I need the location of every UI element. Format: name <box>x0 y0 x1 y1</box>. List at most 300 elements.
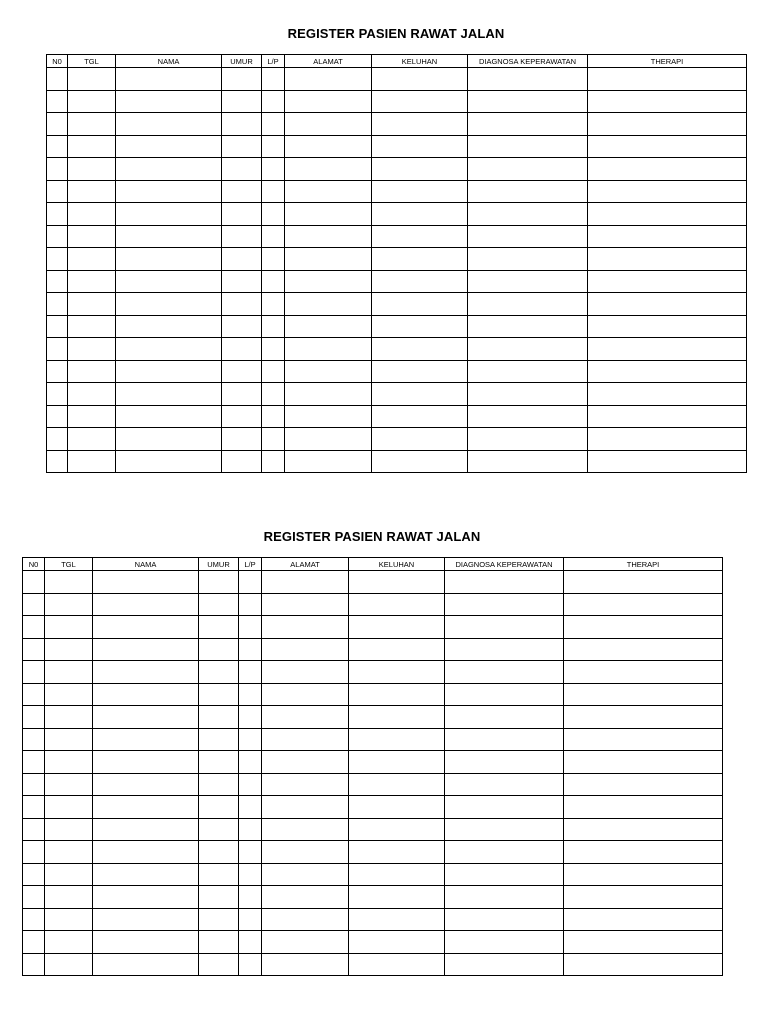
table-cell <box>199 863 239 886</box>
table-row <box>47 203 747 226</box>
table-cell <box>23 773 45 796</box>
table-cell <box>564 863 723 886</box>
table-cell <box>23 931 45 954</box>
table-cell <box>47 315 68 338</box>
table-cell <box>372 293 468 316</box>
table-row <box>23 706 723 729</box>
table-cell <box>68 293 116 316</box>
table-cell <box>588 270 747 293</box>
table-cell <box>468 383 588 406</box>
column-header-umur: UMUR <box>199 558 239 571</box>
table-cell <box>262 571 349 594</box>
table-cell <box>445 706 564 729</box>
table-cell <box>262 841 349 864</box>
table-cell <box>23 616 45 639</box>
table-cell <box>199 706 239 729</box>
table-cell <box>47 405 68 428</box>
table-cell <box>222 450 262 473</box>
table-cell <box>262 428 285 451</box>
table-row <box>47 450 747 473</box>
table-cell <box>349 683 445 706</box>
table-cell <box>349 706 445 729</box>
table-cell <box>262 863 349 886</box>
register-title: REGISTER PASIEN RAWAT JALAN <box>263 529 481 544</box>
table-row <box>23 931 723 954</box>
table-cell <box>239 571 262 594</box>
table-cell <box>93 818 199 841</box>
table-cell <box>222 248 262 271</box>
table-cell <box>239 818 262 841</box>
table-cell <box>199 751 239 774</box>
table-cell <box>262 90 285 113</box>
table-cell <box>68 203 116 226</box>
table-row <box>47 293 747 316</box>
table-row <box>47 158 747 181</box>
table-cell <box>588 315 747 338</box>
table-cell <box>262 751 349 774</box>
table-cell <box>222 158 262 181</box>
table-cell <box>199 931 239 954</box>
table-cell <box>45 796 93 819</box>
table-row <box>23 751 723 774</box>
table-row <box>23 616 723 639</box>
column-header-tgl: TGL <box>45 558 93 571</box>
table-cell <box>239 931 262 954</box>
table-cell <box>93 931 199 954</box>
table-cell <box>372 428 468 451</box>
table-cell <box>262 953 349 976</box>
table-cell <box>199 841 239 864</box>
table-row <box>23 638 723 661</box>
table-cell <box>445 931 564 954</box>
table-cell <box>222 68 262 91</box>
table-cell <box>239 773 262 796</box>
table-cell <box>93 908 199 931</box>
table-cell <box>45 661 93 684</box>
table-cell <box>445 841 564 864</box>
table-cell <box>468 270 588 293</box>
table-cell <box>285 203 372 226</box>
table-cell <box>68 360 116 383</box>
table-cell <box>116 338 222 361</box>
table-cell <box>262 616 349 639</box>
table-cell <box>262 135 285 158</box>
table-cell <box>445 728 564 751</box>
table-cell <box>588 293 747 316</box>
table-cell <box>239 863 262 886</box>
table-row <box>47 360 747 383</box>
table-cell <box>47 428 68 451</box>
table-cell <box>564 638 723 661</box>
table-cell <box>116 135 222 158</box>
register-table <box>22 557 723 976</box>
table-cell <box>262 773 349 796</box>
table-row <box>47 113 747 136</box>
column-header-diagnosa: DIAGNOSA KEPERAWATAN <box>468 55 588 68</box>
table-cell <box>372 90 468 113</box>
table-cell <box>93 728 199 751</box>
table-cell <box>68 315 116 338</box>
table-cell <box>116 68 222 91</box>
table-cell <box>564 931 723 954</box>
table-cell <box>349 908 445 931</box>
table-cell <box>45 886 93 909</box>
column-header-lp: L/P <box>262 55 285 68</box>
table-cell <box>262 638 349 661</box>
table-cell <box>68 270 116 293</box>
table-cell <box>239 616 262 639</box>
table-cell <box>116 248 222 271</box>
table-cell <box>445 751 564 774</box>
table-cell <box>68 428 116 451</box>
table-cell <box>349 886 445 909</box>
table-cell <box>239 683 262 706</box>
table-cell <box>239 638 262 661</box>
table-cell <box>199 773 239 796</box>
table-cell <box>262 315 285 338</box>
table-cell <box>588 68 747 91</box>
table-cell <box>349 931 445 954</box>
table-cell <box>93 841 199 864</box>
table-cell <box>199 796 239 819</box>
table-cell <box>93 571 199 594</box>
table-cell <box>445 616 564 639</box>
table-row <box>23 683 723 706</box>
header-row <box>23 558 723 571</box>
table-cell <box>47 68 68 91</box>
table-cell <box>349 818 445 841</box>
table-cell <box>564 616 723 639</box>
table-cell <box>93 751 199 774</box>
table-cell <box>564 773 723 796</box>
table-cell <box>285 248 372 271</box>
table-cell <box>116 383 222 406</box>
table-cell <box>222 405 262 428</box>
table-cell <box>47 158 68 181</box>
table-cell <box>262 270 285 293</box>
table-cell <box>262 683 349 706</box>
table-cell <box>23 728 45 751</box>
table-cell <box>468 90 588 113</box>
table-cell <box>372 180 468 203</box>
table-cell <box>445 773 564 796</box>
table-cell <box>222 180 262 203</box>
table-cell <box>349 751 445 774</box>
table-cell <box>116 450 222 473</box>
table-cell <box>45 638 93 661</box>
table-cell <box>45 818 93 841</box>
register-table <box>46 54 747 473</box>
table-cell <box>445 908 564 931</box>
table-cell <box>199 616 239 639</box>
table-cell <box>285 360 372 383</box>
table-cell <box>262 450 285 473</box>
table-cell <box>47 383 68 406</box>
table-cell <box>239 706 262 729</box>
column-header-no: N0 <box>47 55 68 68</box>
table-cell <box>47 270 68 293</box>
table-cell <box>349 796 445 819</box>
table-cell <box>93 593 199 616</box>
table-cell <box>588 248 747 271</box>
table-cell <box>262 405 285 428</box>
table-cell <box>468 68 588 91</box>
table-cell <box>564 841 723 864</box>
table-cell <box>372 158 468 181</box>
table-row <box>23 796 723 819</box>
table-cell <box>47 113 68 136</box>
table-cell <box>564 908 723 931</box>
table-cell <box>239 796 262 819</box>
table-cell <box>262 248 285 271</box>
table-row <box>23 841 723 864</box>
table-cell <box>199 953 239 976</box>
table-row <box>47 180 747 203</box>
table-cell <box>222 315 262 338</box>
table-row <box>23 886 723 909</box>
table-cell <box>199 638 239 661</box>
table-cell <box>468 315 588 338</box>
table-cell <box>47 293 68 316</box>
table-cell <box>372 68 468 91</box>
table-cell <box>47 360 68 383</box>
table-cell <box>468 293 588 316</box>
table-cell <box>93 706 199 729</box>
table-cell <box>262 908 349 931</box>
table-row <box>47 405 747 428</box>
table-cell <box>285 135 372 158</box>
table-cell <box>116 405 222 428</box>
table-cell <box>285 180 372 203</box>
table-cell <box>47 135 68 158</box>
table-row <box>47 383 747 406</box>
table-cell <box>93 773 199 796</box>
table-row <box>47 338 747 361</box>
table-cell <box>588 383 747 406</box>
table-cell <box>262 225 285 248</box>
table-cell <box>468 225 588 248</box>
table-cell <box>262 818 349 841</box>
table-cell <box>468 248 588 271</box>
table-row <box>47 225 747 248</box>
table-cell <box>239 953 262 976</box>
table-cell <box>23 886 45 909</box>
table-cell <box>222 383 262 406</box>
table-cell <box>262 931 349 954</box>
table-cell <box>47 203 68 226</box>
table-cell <box>445 886 564 909</box>
column-header-nama: NAMA <box>93 558 199 571</box>
table-cell <box>588 203 747 226</box>
table-cell <box>116 225 222 248</box>
column-header-alamat: ALAMAT <box>285 55 372 68</box>
table-cell <box>564 818 723 841</box>
table-cell <box>23 751 45 774</box>
table-row <box>47 428 747 451</box>
table-row <box>23 661 723 684</box>
table-cell <box>68 338 116 361</box>
table-cell <box>445 638 564 661</box>
table-cell <box>116 315 222 338</box>
table-cell <box>262 728 349 751</box>
table-cell <box>285 450 372 473</box>
table-cell <box>45 751 93 774</box>
table-cell <box>222 338 262 361</box>
table-cell <box>68 405 116 428</box>
table-cell <box>47 90 68 113</box>
table-cell <box>239 841 262 864</box>
table-cell <box>372 383 468 406</box>
table-cell <box>588 405 747 428</box>
table-cell <box>349 593 445 616</box>
table-cell <box>45 773 93 796</box>
table-cell <box>45 908 93 931</box>
table-cell <box>23 661 45 684</box>
table-row <box>47 135 747 158</box>
table-cell <box>68 68 116 91</box>
column-header-no: N0 <box>23 558 45 571</box>
column-header-nama: NAMA <box>116 55 222 68</box>
table-cell <box>93 638 199 661</box>
table-cell <box>23 841 45 864</box>
table-cell <box>564 751 723 774</box>
table-cell <box>45 953 93 976</box>
table-cell <box>239 593 262 616</box>
table-cell <box>93 953 199 976</box>
table-cell <box>349 953 445 976</box>
table-cell <box>445 796 564 819</box>
table-cell <box>372 338 468 361</box>
table-cell <box>262 158 285 181</box>
table-cell <box>116 158 222 181</box>
table-cell <box>262 338 285 361</box>
table-cell <box>564 796 723 819</box>
table-cell <box>262 796 349 819</box>
table-cell <box>445 818 564 841</box>
table-cell <box>116 270 222 293</box>
table-cell <box>588 428 747 451</box>
column-header-keluhan: KELUHAN <box>349 558 445 571</box>
table-cell <box>47 248 68 271</box>
table-cell <box>588 90 747 113</box>
table-cell <box>285 383 372 406</box>
table-cell <box>349 571 445 594</box>
table-row <box>23 953 723 976</box>
table-row <box>47 315 747 338</box>
table-cell <box>349 638 445 661</box>
table-cell <box>68 90 116 113</box>
table-cell <box>445 661 564 684</box>
table-row <box>23 728 723 751</box>
table-cell <box>564 706 723 729</box>
table-cell <box>68 383 116 406</box>
table-row <box>23 908 723 931</box>
table-cell <box>349 841 445 864</box>
table-cell <box>262 360 285 383</box>
table-cell <box>262 180 285 203</box>
table-row <box>23 571 723 594</box>
table-cell <box>445 683 564 706</box>
table-cell <box>47 450 68 473</box>
table-cell <box>262 203 285 226</box>
table-cell <box>262 113 285 136</box>
table-cell <box>23 683 45 706</box>
table-cell <box>372 405 468 428</box>
table-cell <box>588 225 747 248</box>
table-cell <box>23 818 45 841</box>
table-cell <box>222 428 262 451</box>
table-cell <box>222 360 262 383</box>
table-cell <box>116 180 222 203</box>
table-cell <box>564 661 723 684</box>
table-row <box>47 90 747 113</box>
table-cell <box>262 293 285 316</box>
table-row <box>23 818 723 841</box>
table-row <box>23 863 723 886</box>
table-cell <box>199 593 239 616</box>
table-cell <box>564 728 723 751</box>
table-cell <box>23 863 45 886</box>
table-cell <box>23 953 45 976</box>
table-row <box>47 248 747 271</box>
table-cell <box>468 158 588 181</box>
table-cell <box>68 135 116 158</box>
table-cell <box>93 661 199 684</box>
table-cell <box>239 886 262 909</box>
column-header-umur: UMUR <box>222 55 262 68</box>
table-cell <box>68 113 116 136</box>
table-cell <box>222 113 262 136</box>
table-cell <box>47 225 68 248</box>
table-cell <box>285 158 372 181</box>
table-cell <box>564 571 723 594</box>
table-cell <box>285 315 372 338</box>
table-cell <box>588 338 747 361</box>
table-cell <box>116 360 222 383</box>
table-cell <box>222 90 262 113</box>
table-cell <box>468 113 588 136</box>
table-cell <box>47 338 68 361</box>
table-cell <box>222 203 262 226</box>
table-cell <box>588 113 747 136</box>
table-cell <box>23 571 45 594</box>
table-cell <box>372 315 468 338</box>
table-cell <box>239 661 262 684</box>
table-cell <box>372 270 468 293</box>
table-cell <box>285 293 372 316</box>
table-cell <box>45 728 93 751</box>
table-cell <box>285 405 372 428</box>
table-cell <box>239 728 262 751</box>
table-cell <box>45 683 93 706</box>
table-cell <box>468 203 588 226</box>
table-cell <box>285 113 372 136</box>
table-cell <box>199 571 239 594</box>
table-cell <box>564 886 723 909</box>
table-cell <box>93 796 199 819</box>
table-cell <box>199 683 239 706</box>
table-cell <box>23 706 45 729</box>
table-cell <box>372 113 468 136</box>
table-cell <box>116 113 222 136</box>
table-cell <box>199 818 239 841</box>
table-cell <box>222 135 262 158</box>
table-cell <box>262 68 285 91</box>
table-cell <box>116 428 222 451</box>
column-header-lp: L/P <box>239 558 262 571</box>
table-cell <box>372 450 468 473</box>
table-cell <box>45 931 93 954</box>
